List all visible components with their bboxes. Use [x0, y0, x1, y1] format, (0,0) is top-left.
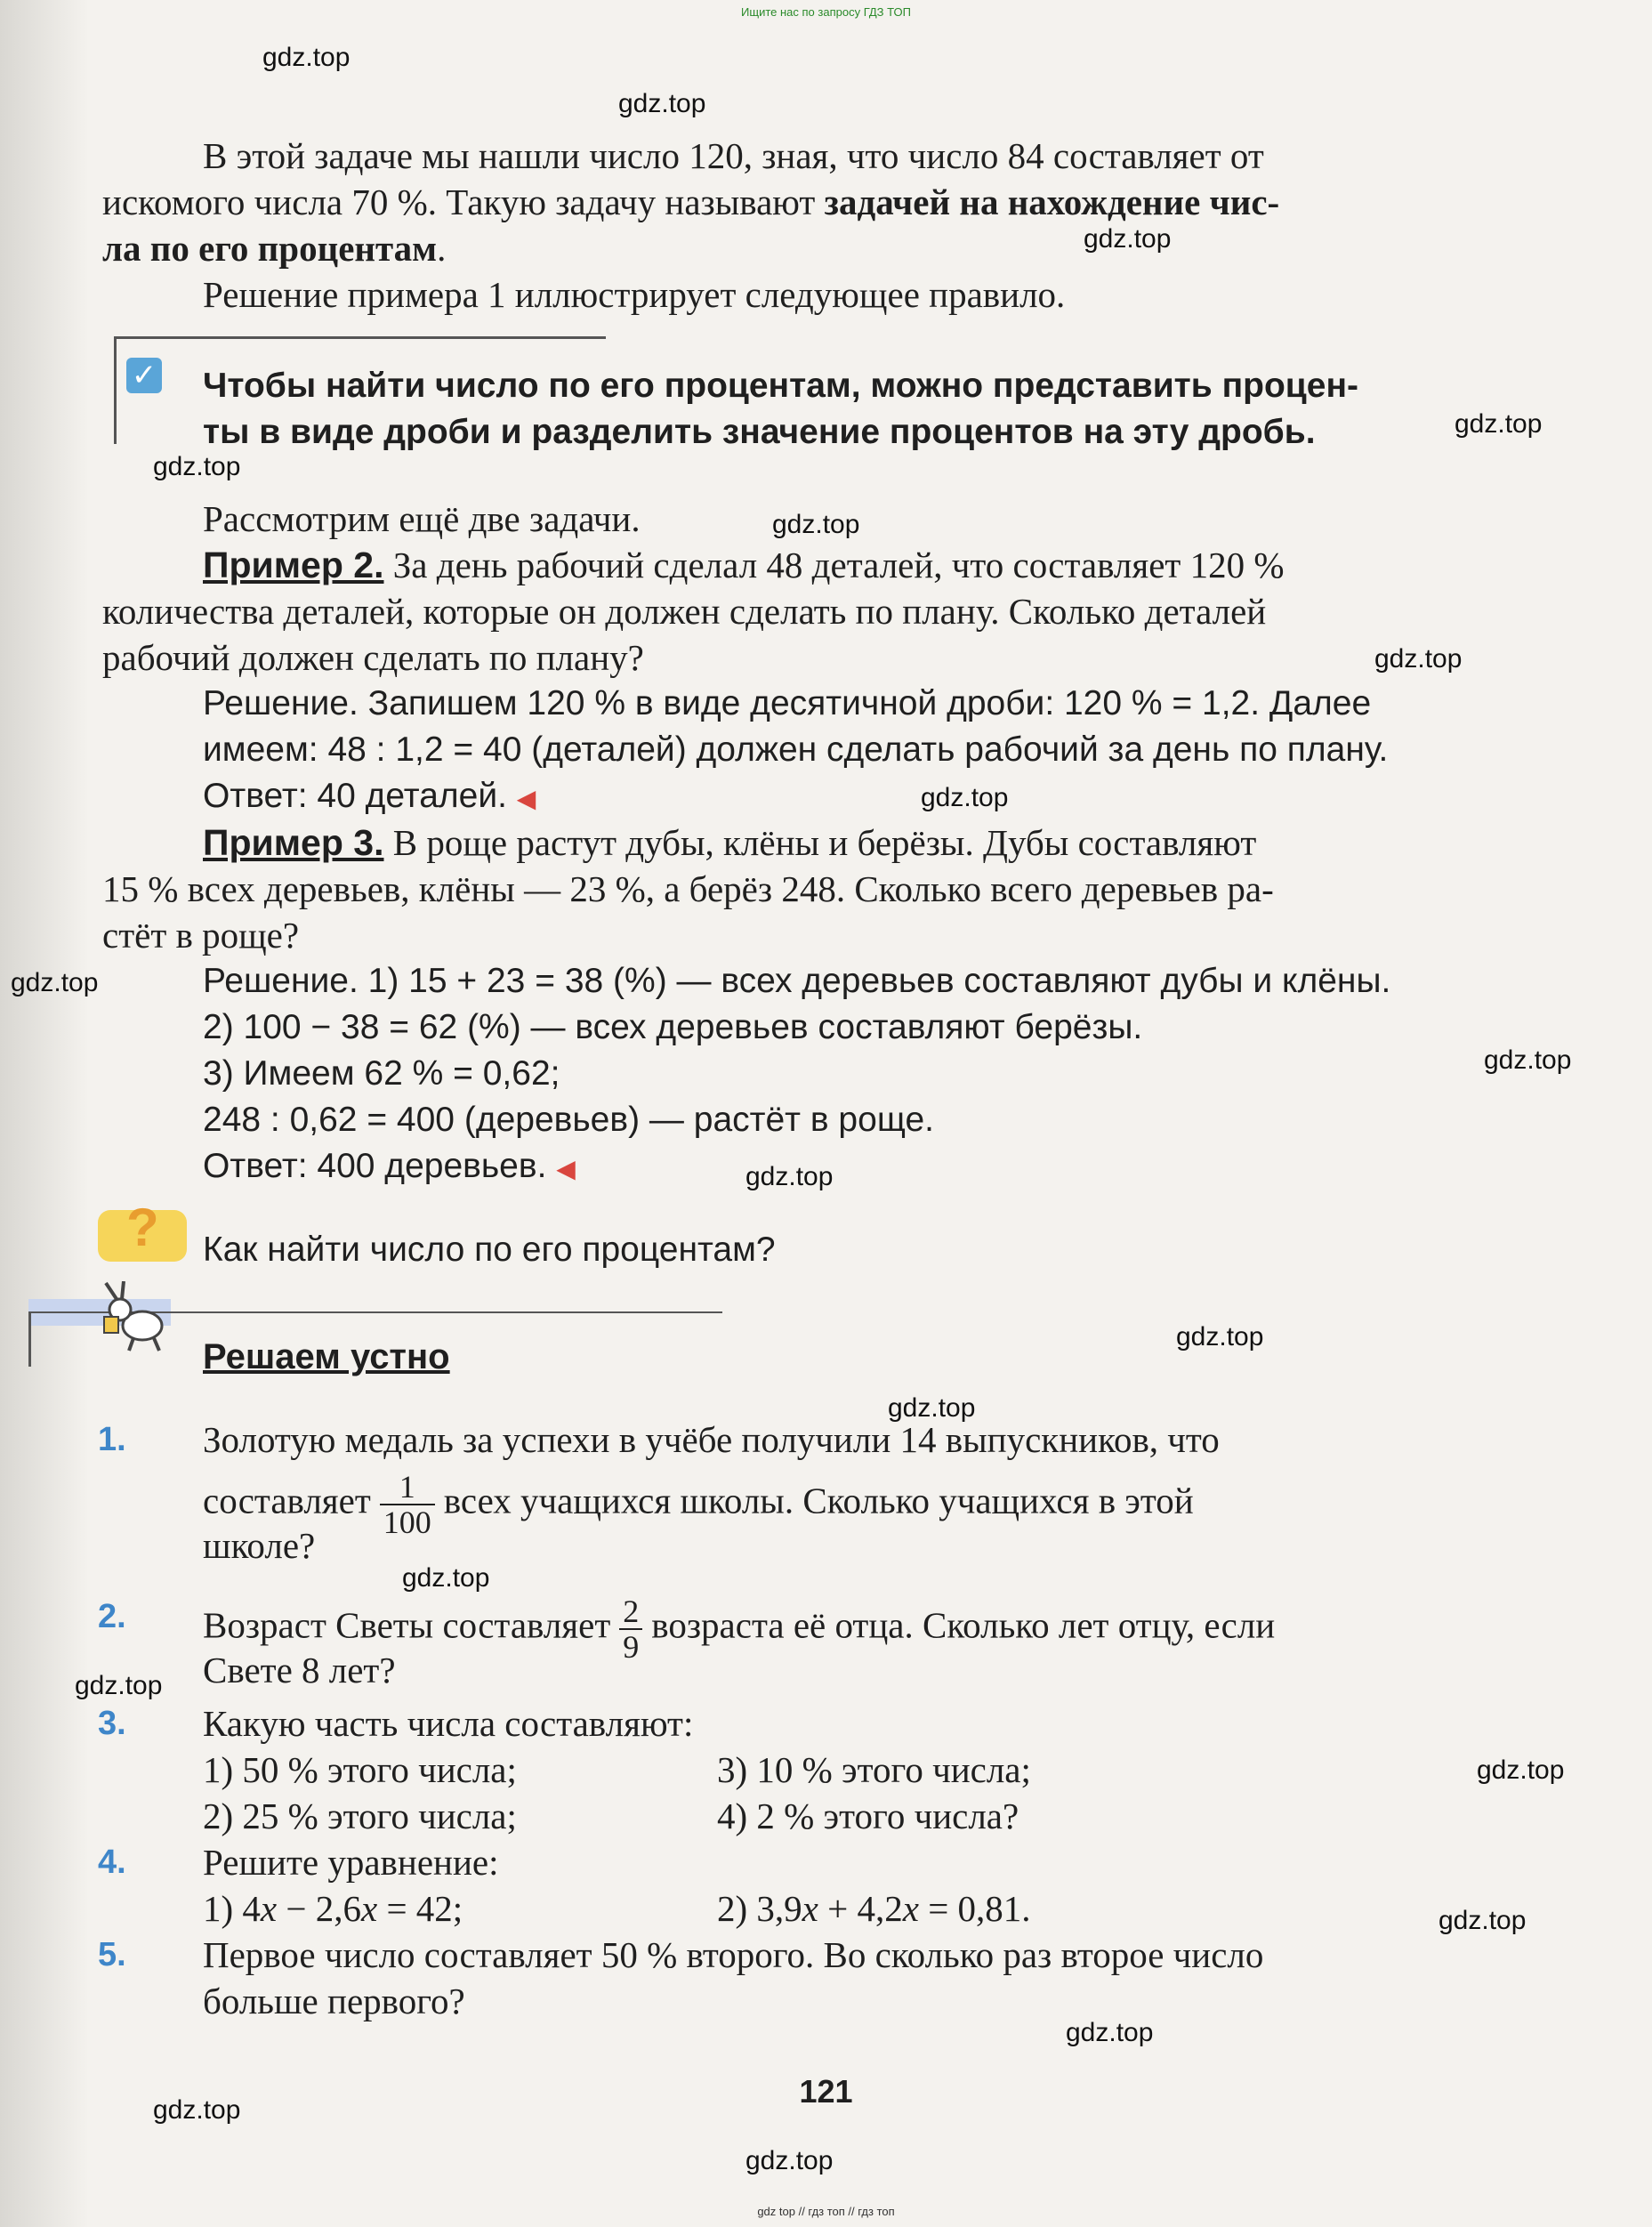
example2-line-2: количества деталей, которые он должен сделать по плану. Сколько деталей — [102, 591, 1267, 632]
rule-line-1: Чтобы найти число по его процентам, можно представить процен- — [203, 367, 1358, 405]
example3-line-2: 15 % всех деревьев, клёны — 23 %, а берёз 248. Сколько всего деревьев ра- — [102, 868, 1274, 909]
watermark: gdz.top — [1438, 1906, 1527, 1935]
exercise-number: 4. — [98, 1844, 126, 1881]
watermark: gdz.top — [618, 89, 706, 118]
example2-line-3: рабочий должен сделать по плану? — [102, 637, 644, 678]
watermark: gdz.top — [1484, 1045, 1572, 1075]
question-mark-icon: ? — [126, 1198, 159, 1257]
exercise1-line-3: школе? — [203, 1525, 316, 1566]
intro-line-1: В этой задаче мы нашли число 120, зная, что число 84 составляет от — [203, 135, 1264, 176]
watermark: gdz.top — [1374, 644, 1463, 674]
watermark: gdz.top — [402, 1563, 490, 1593]
example3-solution-3: 3) Имеем 62 % = 0,62; — [203, 1054, 560, 1093]
watermark: gdz.top — [772, 510, 860, 539]
intro-line-2: искомого числа 70 %. Такую задачу называют задачей на нахождение чис- — [102, 182, 1280, 222]
rule-line-2: ты в виде дроби и разделить значение процентов на эту дробь. — [203, 413, 1316, 451]
watermark: gdz.top — [153, 2095, 241, 2125]
watermark: gdz.top — [1176, 1322, 1264, 1352]
page-number: 121 — [799, 2073, 853, 2110]
bottom-note: gdz top // гдз топ // гдз топ — [757, 2205, 895, 2218]
example3-line-1: Пример 3. В роще растут дубы, клёны и берёзы. Дубы составляют — [203, 822, 1257, 863]
exercise4-equation-1: 1) 4x − 2,6x = 42; — [203, 1888, 463, 1929]
exercise4-equation-2: 2) 3,9x + 4,2x = 0,81. — [717, 1888, 1031, 1929]
example3-solution-4: 248 : 0,62 = 400 (деревьев) — растёт в роще. — [203, 1101, 934, 1139]
exercise5-line-1: Первое число составляет 50 % второго. Во сколько раз второе число — [203, 1934, 1264, 1975]
exercise-number: 5. — [98, 1936, 126, 1973]
exercise1-line-1: Золотую медаль за успехи в учёбе получили 14 выпускников, что — [203, 1419, 1220, 1460]
exercise4-line-1: Решите уравнение: — [203, 1842, 499, 1883]
watermark: gdz.top — [745, 1162, 834, 1191]
example2-solution-1: Решение. Запишем 120 % в виде десятичной дроби: 120 % = 1,2. Далее — [203, 684, 1372, 722]
section-title: Решаем устно — [203, 1337, 450, 1376]
watermark: gdz.top — [745, 2146, 834, 2175]
example3-solution-2: 2) 100 − 38 = 62 (%) — всех деревьев составляют берёзы. — [203, 1008, 1143, 1046]
rabbit-mascot-icon — [93, 1281, 182, 1352]
example2-answer: Ответ: 40 деталей. ◀ — [203, 777, 536, 815]
watermark: gdz.top — [1477, 1755, 1565, 1785]
exercise-number: 1. — [98, 1421, 126, 1458]
watermark: gdz.top — [921, 783, 1009, 812]
exercise2-line-1: Возраст Светы составляет $\frac{2}{9}$ возраста её отца. Сколько лет отцу, если — [203, 1594, 1276, 1665]
watermark: gdz.top — [1084, 224, 1172, 254]
intro-line-4: Решение примера 1 иллюстрирует следующее правило. — [203, 274, 1066, 315]
end-marker-icon: ◀ — [516, 785, 536, 812]
exercise5-line-2: больше первого? — [203, 1981, 465, 2021]
example3-label: Пример 3. — [203, 822, 384, 863]
example2-line-1: Пример 2. За день рабочий сделал 48 деталей, что составляет 120 % — [203, 545, 1285, 585]
exercise3-item-4: 4) 2 % этого числа? — [717, 1795, 1019, 1836]
example3-line-3: стёт в роще? — [102, 915, 300, 956]
watermark: gdz.top — [1455, 409, 1543, 439]
watermark: gdz.top — [153, 452, 241, 481]
fraction-1-100: $\frac{1}{100}$ — [380, 1470, 435, 1539]
exercise3-item-1: 1) 50 % этого числа; — [203, 1749, 517, 1790]
example2-solution-2: имеем: 48 : 1,2 = 40 (деталей) должен сделать рабочий за день по плану. — [203, 730, 1389, 769]
example3-answer: Ответ: 400 деревьев. ◀ — [203, 1147, 576, 1185]
exercise2-line-2: Свете 8 лет? — [203, 1650, 396, 1690]
section-line-left — [28, 1311, 31, 1367]
exercise-number: 3. — [98, 1705, 126, 1742]
watermark: gdz.top — [11, 968, 99, 997]
exercise1-line-2: составляет $\frac{1}{100}$ всех учащихся школы. Сколько учащихся в этой — [203, 1469, 1194, 1540]
page-shadow — [0, 0, 89, 2227]
intro-line-3: ла по его процентам. — [102, 228, 447, 269]
example3-solution-1: Решение. 1) 15 + 23 = 38 (%) — всех деревьев составляют дубы и клёны. — [203, 962, 1391, 1000]
exercise-number: 2. — [98, 1598, 126, 1635]
watermark: gdz.top — [1066, 2018, 1154, 2047]
question-text: Как найти число по его процентам? — [203, 1230, 776, 1269]
checkmark-icon: ✓ — [126, 358, 162, 393]
top-note: Ищите нас по запросу ГДЗ ТОП — [741, 5, 911, 19]
exercise3-item-3: 3) 10 % этого числа; — [717, 1749, 1031, 1790]
watermark: gdz.top — [75, 1671, 163, 1700]
exercise3-line-1: Какую часть числа составляют: — [203, 1703, 694, 1744]
watermark: gdz.top — [888, 1393, 976, 1423]
end-marker-icon: ◀ — [556, 1155, 576, 1182]
fraction-2-9: $\frac{2}{9}$ — [619, 1594, 642, 1664]
exercise3-item-2: 2) 25 % этого числа; — [203, 1795, 517, 1836]
consider-text: Рассмотрим ещё две задачи. — [203, 498, 641, 539]
example2-label: Пример 2. — [203, 545, 384, 585]
watermark: gdz.top — [262, 43, 351, 72]
